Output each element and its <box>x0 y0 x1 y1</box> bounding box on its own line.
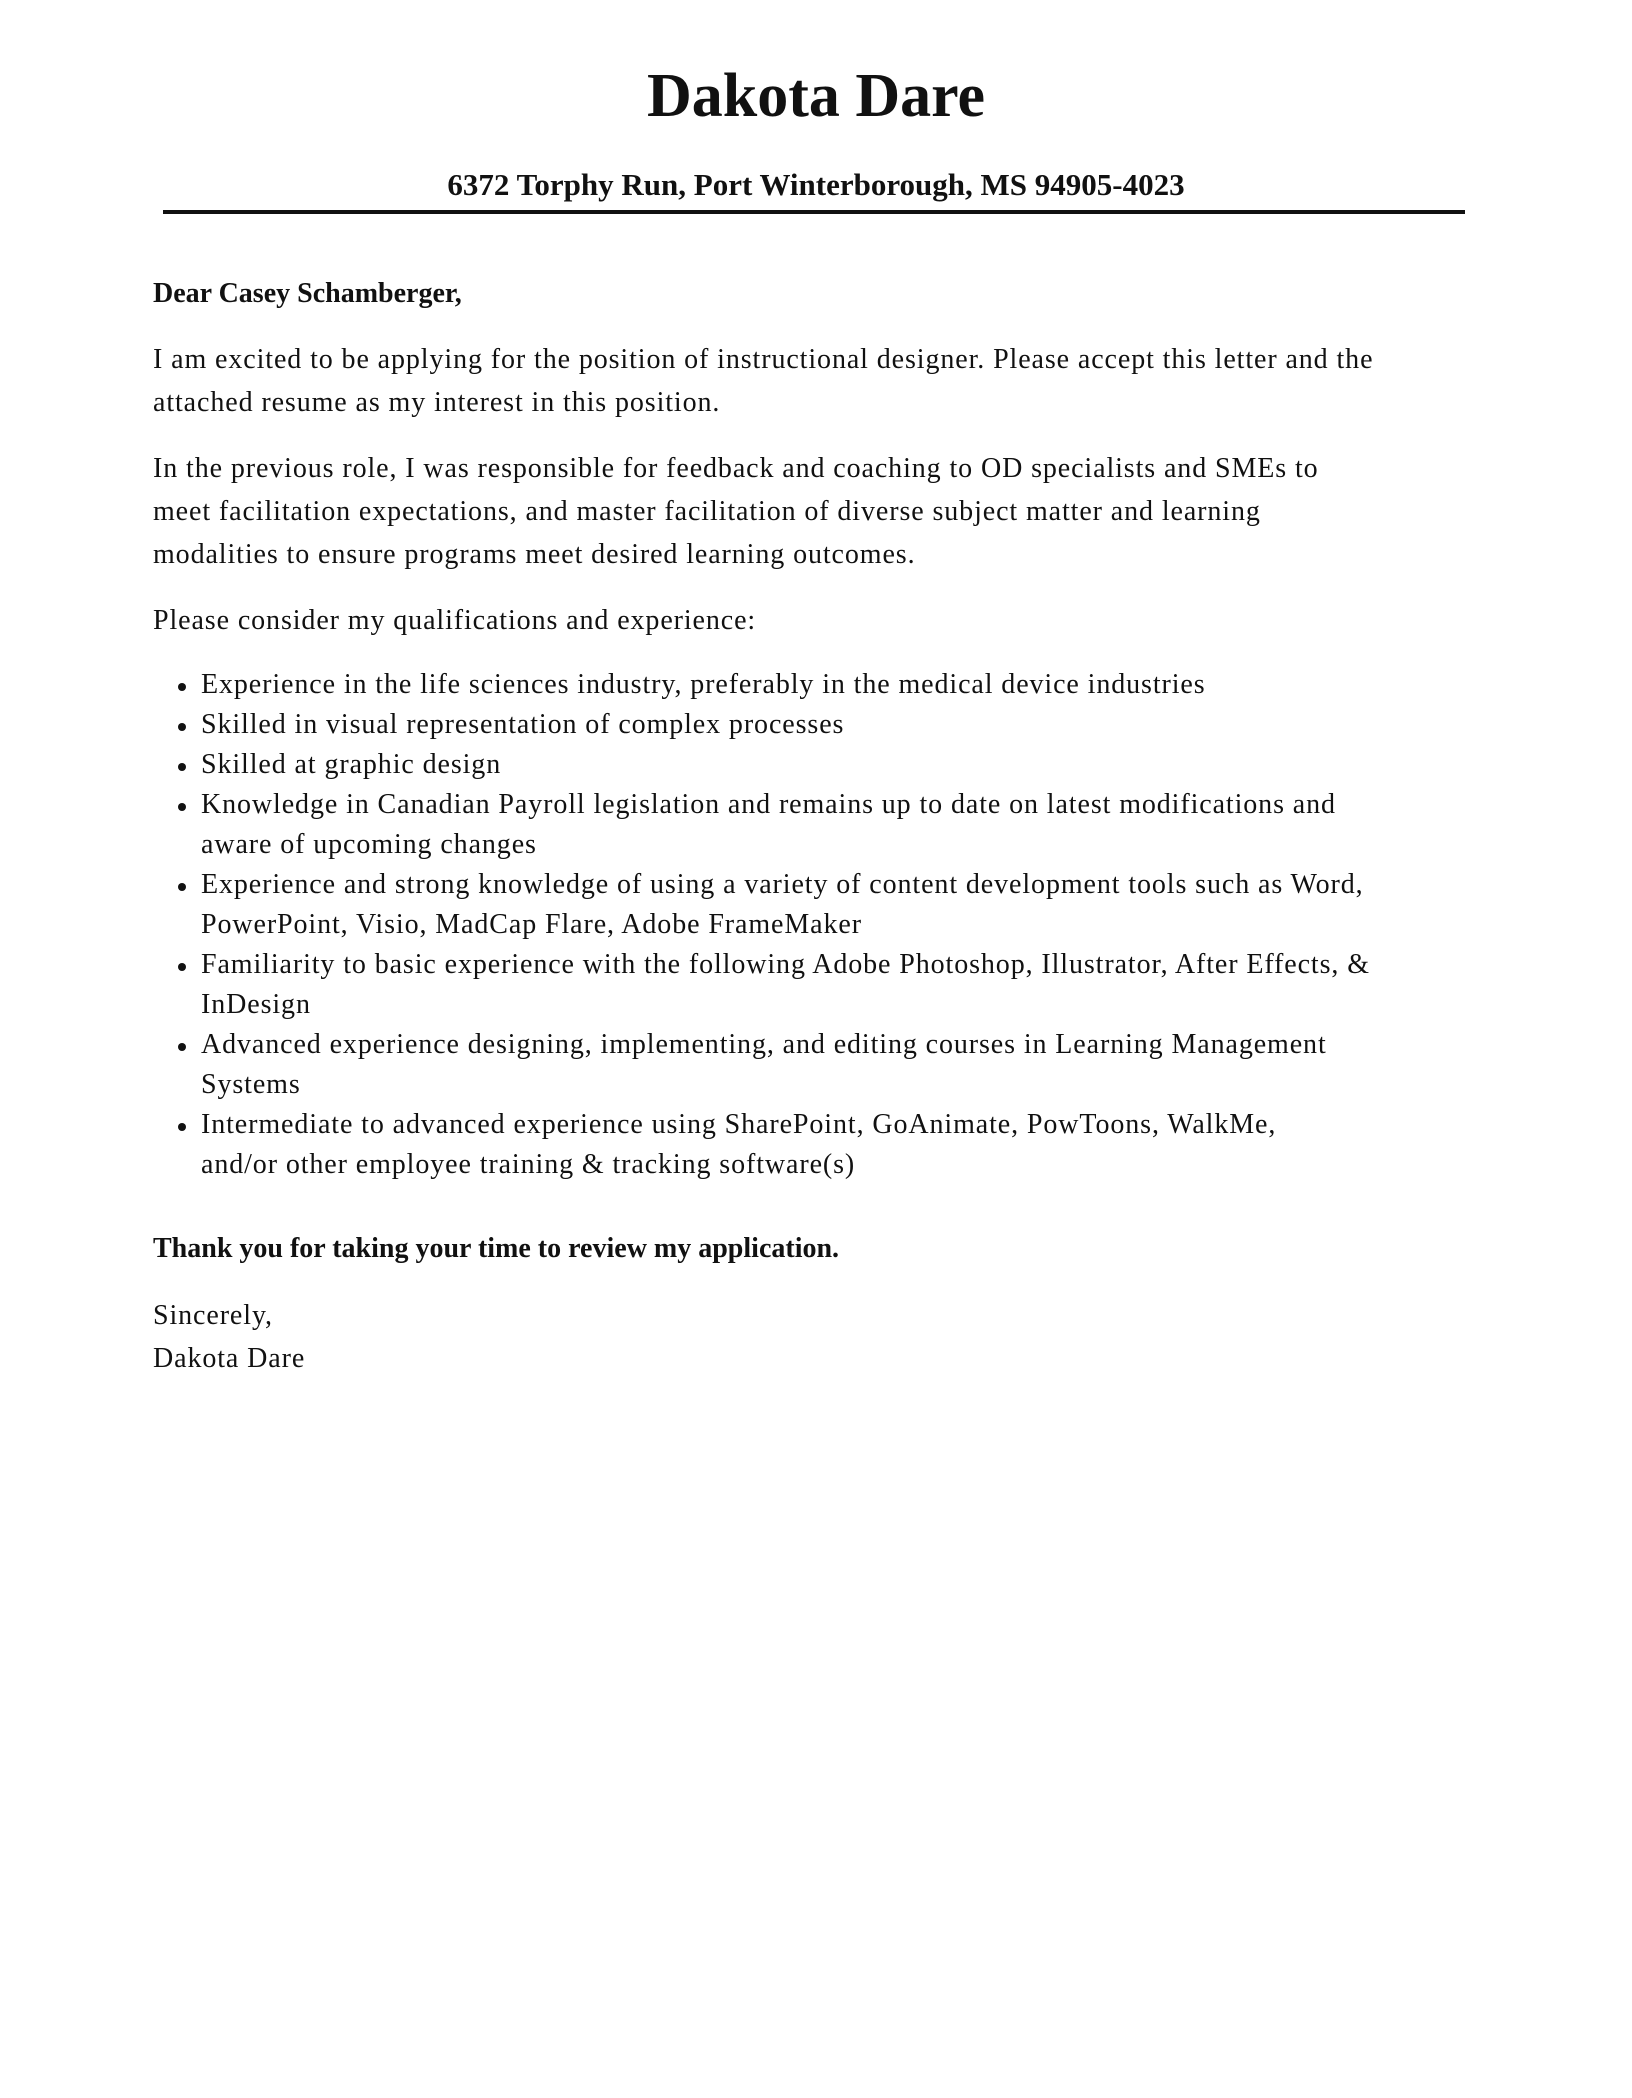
list-item <box>153 665 1483 705</box>
qualifications-list <box>153 665 1483 1185</box>
text-line: I am excited to be applying for the position of instructional designer. Please accept this letter and the <box>153 344 1374 375</box>
signoff: Sincerely, <box>153 1300 273 1331</box>
greeting: Dear Casey Schamberger, <box>153 278 462 309</box>
text-line: PowerPoint, Visio, MadCap Flare, Adobe FrameMaker <box>201 909 862 940</box>
text-line: Please consider my qualifications and experience: <box>153 605 757 636</box>
text-line: attached resume as my interest in this position. <box>153 387 721 418</box>
letter-body <box>153 274 1483 1380</box>
text-line: and/or other employee training & tracking software(s) <box>201 1149 856 1180</box>
text-line: In the previous role, I was responsible for feedback and coaching to OD specialists and SMEs to <box>153 453 1319 484</box>
list-item <box>153 1025 1483 1105</box>
header-divider <box>163 210 1465 214</box>
text-line: Experience in the life sciences industry, preferably in the medical device industries <box>201 669 1206 700</box>
text-line: Skilled at graphic design <box>201 749 502 780</box>
list-item <box>153 945 1483 1025</box>
text-line: aware of upcoming changes <box>201 829 537 860</box>
list-item <box>153 785 1483 865</box>
text-line: Familiarity to basic experience with the following Adobe Photoshop, Illustrator, After Effects, & <box>201 949 1370 980</box>
text-line: modalities to ensure programs meet desired learning outcomes. <box>153 539 916 570</box>
text-line: Skilled in visual representation of complex processes <box>201 709 845 740</box>
list-item <box>153 705 1483 745</box>
list-item <box>153 1105 1483 1185</box>
text-line: Knowledge in Canadian Payroll legislation and remains up to date on latest modifications and <box>201 789 1336 820</box>
applicant-name: Dakota Dare <box>646 62 986 130</box>
closing-statement: Thank you for taking your time to review my application. <box>153 1233 840 1264</box>
signature: Dakota Dare <box>153 1343 306 1374</box>
text-line: Systems <box>201 1069 301 1100</box>
text-line: Experience and strong knowledge of using a variety of content development tools such as Word, <box>201 869 1364 900</box>
text-line: Advanced experience designing, implementing, and editing courses in Learning Management <box>201 1029 1327 1060</box>
paragraph <box>153 447 1483 576</box>
text-line: Intermediate to advanced experience using SharePoint, GoAnimate, PowToons, WalkMe, <box>201 1109 1277 1140</box>
paragraph <box>153 599 1483 642</box>
paragraph <box>153 338 1483 424</box>
list-item <box>153 745 1483 785</box>
applicant-address: 6372 Torphy Run, Port Winterborough, MS 94905-4023 <box>447 167 1185 202</box>
list-item <box>153 865 1483 945</box>
text-line: InDesign <box>201 989 311 1020</box>
text-line: meet facilitation expectations, and master facilitation of diverse subject matter and learning <box>153 496 1261 527</box>
